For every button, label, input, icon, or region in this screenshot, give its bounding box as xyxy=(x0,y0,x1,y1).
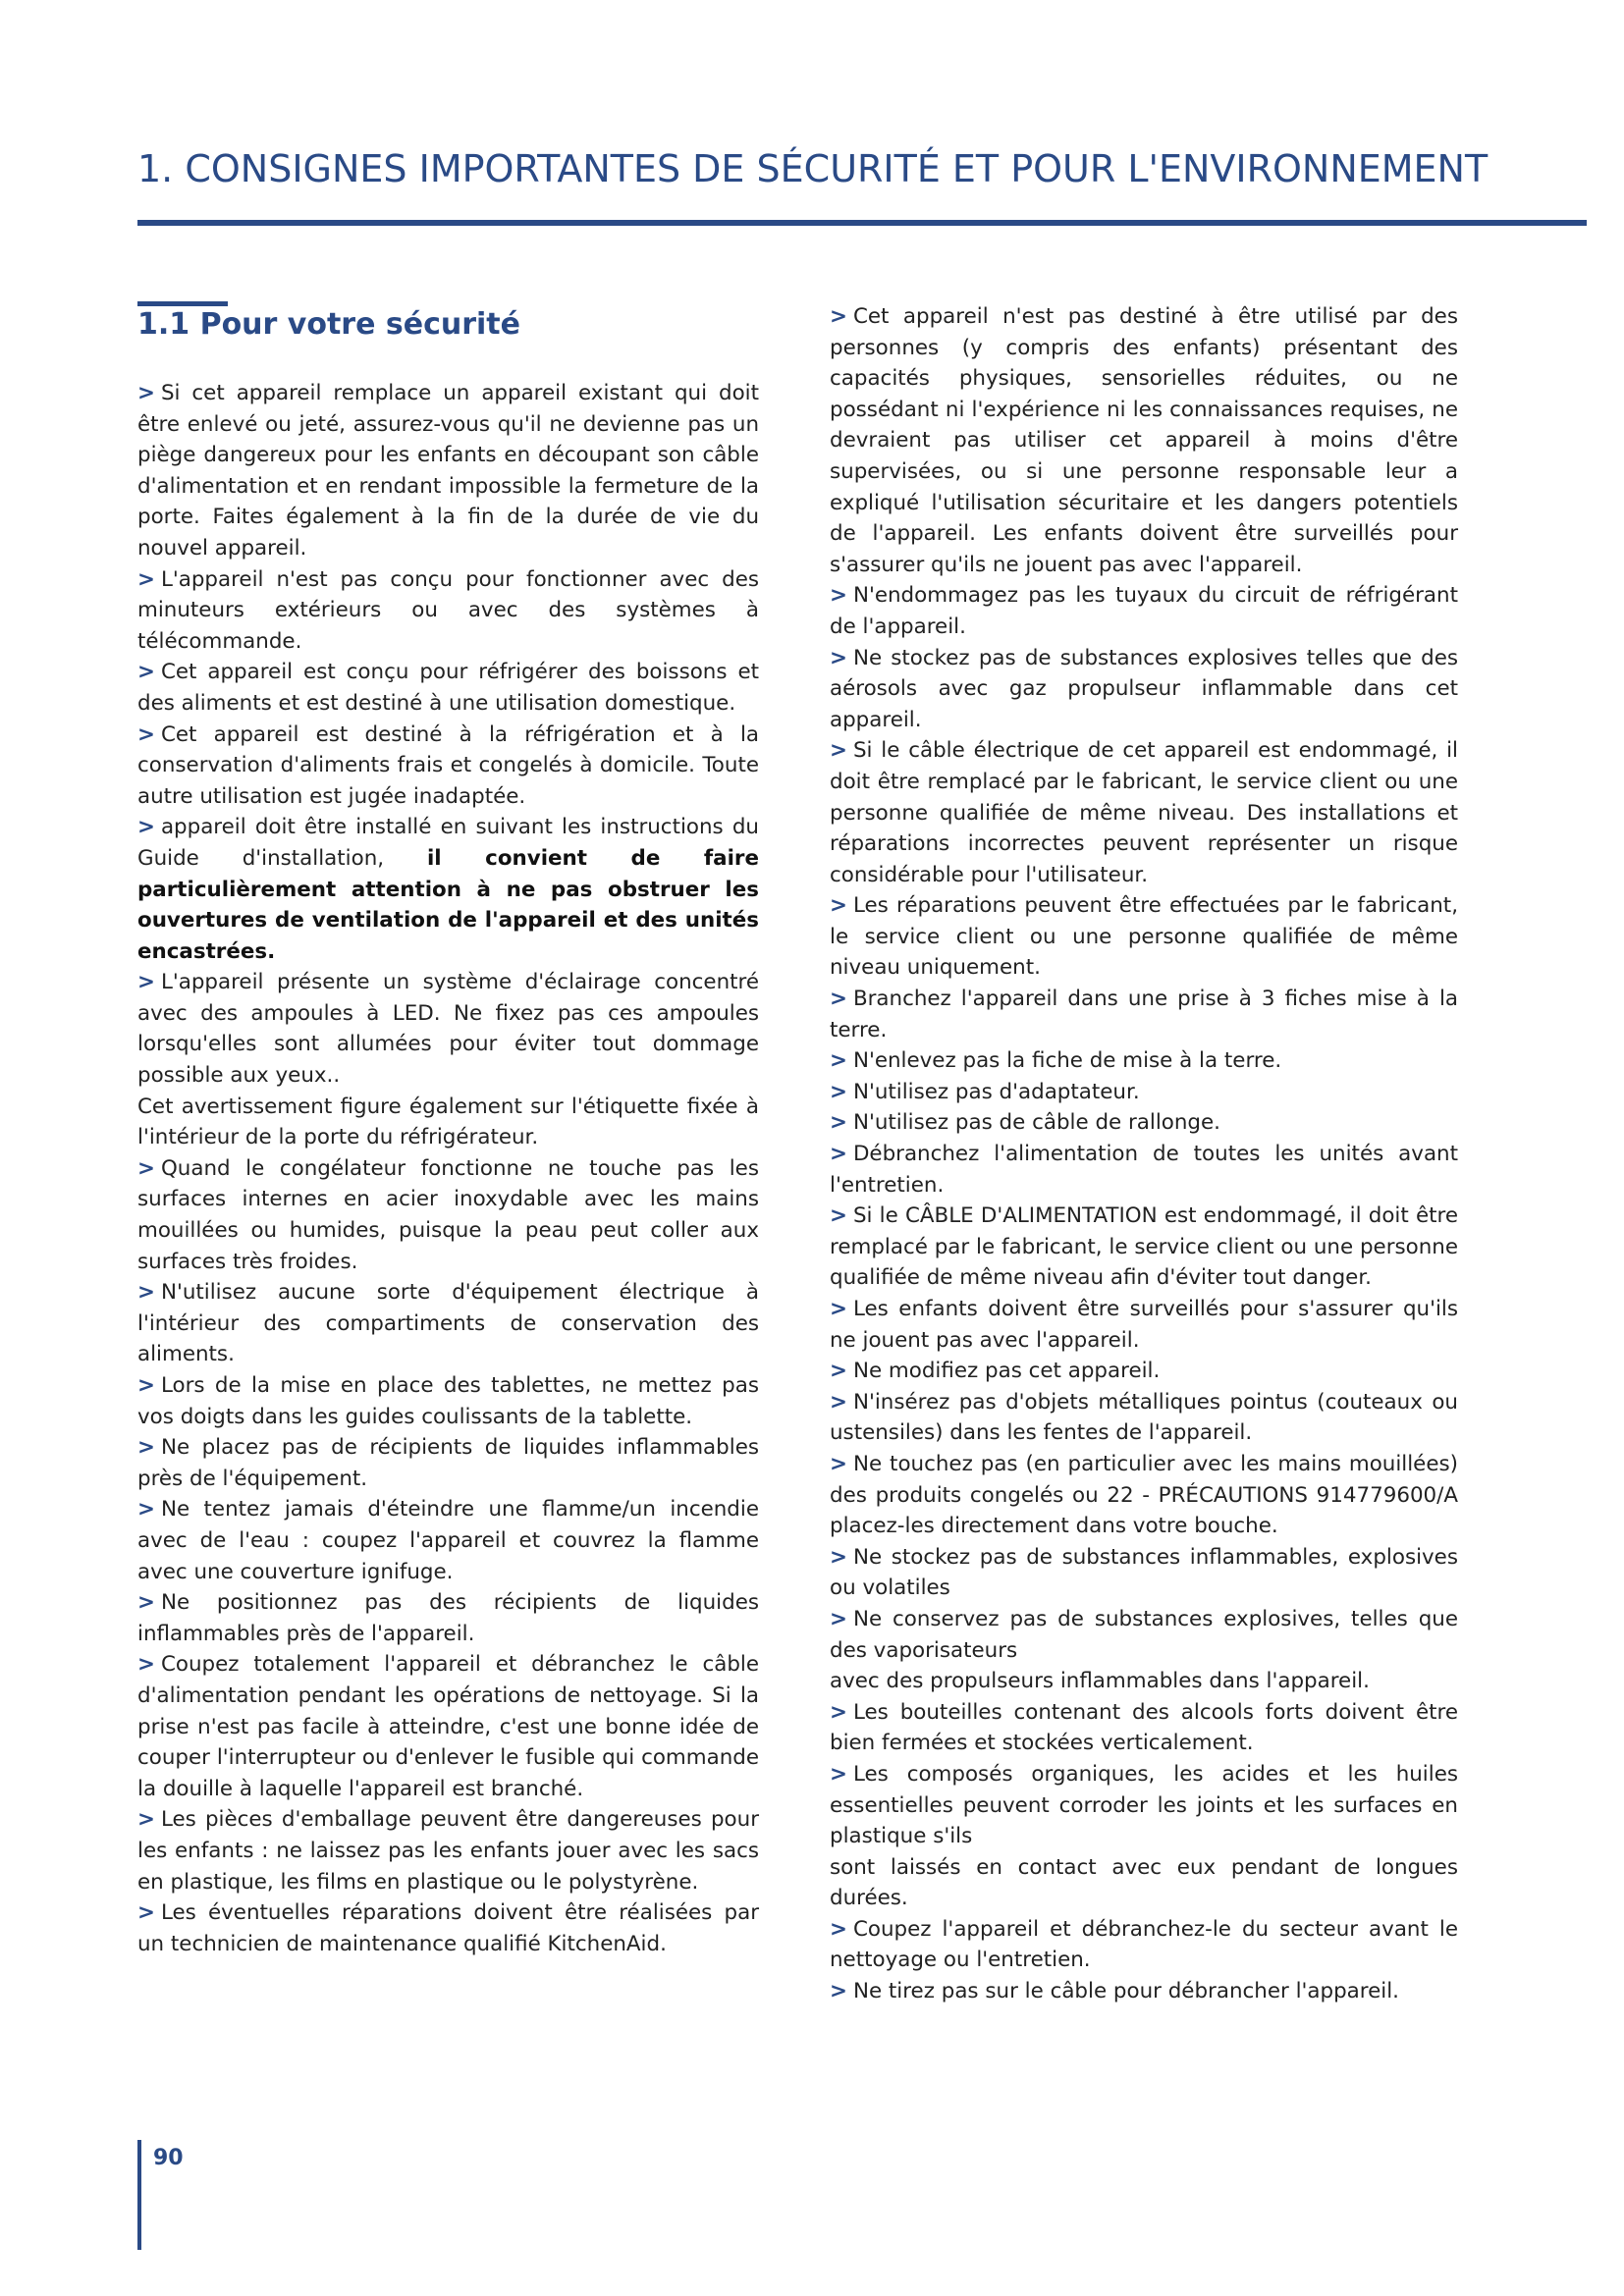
bullet-arrow-icon: > xyxy=(137,1900,155,1926)
bullet-arrow-icon: > xyxy=(830,1079,847,1104)
bullet-arrow-icon: > xyxy=(830,893,847,919)
safety-item: > Les pièces d'emballage peuvent être dangereuses pour les enfants : ne laissez pas les enfants jouer avec les sacs en plastique, les films en plastique ou le polystyrène. xyxy=(137,1807,759,1895)
bullet-arrow-icon: > xyxy=(137,1807,155,1833)
safety-item: > N'enlevez pas la fiche de mise à la terre. xyxy=(830,1048,1282,1074)
safety-item-led: > L'appareil présente un système d'éclairage concentré avec des ampoules à LED. Ne fixez pas ces ampoules lorsqu'elles sont allumées pour éviter tout dommage possible aux yeux.. xyxy=(137,970,759,1089)
bullet-arrow-icon: > xyxy=(830,1699,847,1725)
bullet-arrow-icon: > xyxy=(830,1544,847,1570)
bullet-arrow-icon: > xyxy=(830,1451,847,1476)
safety-item: > Ne modifiez pas cet appareil. xyxy=(830,1359,1161,1384)
bullet-arrow-icon: > xyxy=(137,815,155,840)
bullet-arrow-icon: > xyxy=(137,1652,155,1678)
safety-item: > Ne conservez pas de substances explosives, telles que des vaporisateurs xyxy=(830,1606,1458,1663)
bullet-arrow-icon: > xyxy=(830,1359,847,1384)
safety-item: > Ne stockez pas de substances explosives telles que des aérosols avec gaz propulseur inflammable dans cet appareil. xyxy=(830,645,1458,732)
bullet-arrow-icon: > xyxy=(830,1110,847,1136)
led-label-note: Cet avertissement figure également sur l'étiquette fixée à l'intérieur de la porte du réfrigérateur. xyxy=(137,1094,759,1150)
safety-item: > Les réparations peuvent être effectuées par le fabricant, le service client ou une personne qualifiée de même niveau uniquement. xyxy=(830,893,1458,981)
bullet-arrow-icon: > xyxy=(830,1142,847,1167)
bullet-arrow-icon: > xyxy=(137,1280,155,1306)
safety-item: > Ne positionnez pas des récipients de liquides inflammables près de l'appareil. xyxy=(137,1590,759,1646)
section-accent-bar xyxy=(137,301,228,306)
safety-item: > N'utilisez pas de câble de rallonge. xyxy=(830,1110,1220,1136)
bullet-arrow-icon: > xyxy=(830,1048,847,1074)
bullet-arrow-icon: > xyxy=(830,987,847,1012)
safety-item: > Ne placez pas de récipients de liquides inflammables près de l'équipement. xyxy=(137,1435,759,1491)
ventilation-warning: il convient de faire particulièrement attention à ne pas obstruer les ouvertures de ventilation de l'appareil et des unités encastrées. xyxy=(137,845,759,964)
safety-item: > N'utilisez pas d'adaptateur. xyxy=(830,1079,1140,1104)
safety-item: > Si le CÂBLE D'ALIMENTATION est endommagé, il doit être remplacé par le fabricant, le service client ou une personne qualifiée de même niveau afin d'éviter tout danger. xyxy=(830,1203,1458,1291)
bullet-arrow-icon: > xyxy=(137,1435,155,1461)
safety-item: > Débranchez l'alimentation de toutes les unités avant l'entretien. xyxy=(830,1142,1458,1198)
safety-item: > Les enfants doivent être surveillés pour s'assurer qu'ils ne jouent pas avec l'appareil. xyxy=(830,1297,1458,1353)
bullet-arrow-icon: > xyxy=(830,1761,847,1787)
bullet-arrow-icon: > xyxy=(830,1979,847,2004)
bullet-arrow-icon: > xyxy=(830,1297,847,1321)
bullet-arrow-icon: > xyxy=(830,1203,847,1229)
bullet-arrow-icon: > xyxy=(830,1606,847,1631)
safety-item: > Cet appareil est destiné à la réfrigération et à la conservation d'aliments frais et congelés à domicile. Toute autre utilisation est jugée inadaptée. xyxy=(137,721,759,809)
safety-item: > Ne stockez pas de substances inflammables, explosives ou volatiles xyxy=(830,1544,1458,1601)
footer-accent-bar xyxy=(137,2140,141,2250)
safety-item: > N'utilisez aucune sorte d'équipement électrique à l'intérieur des compartiments de conservation des aliments. xyxy=(137,1280,759,1367)
safety-item: > Coupez totalement l'appareil et débranchez le câble d'alimentation pendant les opérations de nettoyage. Si la prise n'est pas facile à atteindre, c'est une bonne idée de couper l'interrupteur ou d'enlever le fusible qui commande la douille à laquelle l'appareil est branché. xyxy=(137,1652,759,1801)
bullet-arrow-icon: > xyxy=(137,566,155,592)
safety-item: > Les composés organiques, les acides et les huiles essentielles peuvent corroder les joints et les surfaces en plastique s'ils xyxy=(830,1761,1458,1849)
bullet-arrow-icon: > xyxy=(830,645,847,670)
safety-item: > Branchez l'appareil dans une prise à 3 fiches mise à la terre. xyxy=(830,987,1458,1042)
safety-item: > Si cet appareil remplace un appareil existant qui doit être enlevé ou jeté, assurez-vous qu'il ne devienne pas un piège dangereux pour les enfants en découpant son câble d'alimentation et en rendant impossible la fermeture de la porte. Faites également à la fin de la durée de vie du nouvel appareil. xyxy=(137,381,759,561)
safety-item: > Ne touchez pas (en particulier avec les mains mouillées) des produits congelés ou 22 - PRÉCAUTIONS 914779600/A placez-les directement dans votre bouche. xyxy=(830,1451,1458,1539)
safety-item: > Les éventuelles réparations doivent être réalisées par un technicien de maintenance qualifié KitchenAid. xyxy=(137,1900,759,1956)
bullet-arrow-icon: > xyxy=(830,1389,847,1415)
safety-item-installation: > appareil doit être installé en suivant les instructions du Guide d'installation, il convient de faire particulièrement attention à ne pas obstruer les ouvertures de ventilation de l'appareil et des unités encastrées. xyxy=(137,815,759,964)
bullet-arrow-icon: > xyxy=(137,381,155,405)
title-divider xyxy=(137,220,1587,226)
safety-item-continuation: avec des propulseurs inflammables dans l'appareil. xyxy=(830,1669,1370,1694)
bullet-arrow-icon: > xyxy=(137,1373,155,1398)
safety-item: > Quand le congélateur fonctionne ne touche pas les surfaces internes en acier inoxydable avec les mains mouillées ou humides, puisque la peau peut coller aux surfaces très froides. xyxy=(137,1155,759,1274)
bullet-arrow-icon: > xyxy=(830,304,847,329)
bullet-arrow-icon: > xyxy=(137,1590,155,1616)
safety-item: > Cet appareil est conçu pour réfrigérer des boissons et des aliments et est destiné à une utilisation domestique. xyxy=(137,660,759,716)
safety-item: > L'appareil n'est pas conçu pour fonctionner avec des minuteurs extérieurs ou avec des systèmes à télécommande. xyxy=(137,566,759,654)
safety-item: > N'insérez pas d'objets métalliques pointus (couteaux ou ustensiles) dans les fentes de l'appareil. xyxy=(830,1389,1458,1446)
right-column xyxy=(830,301,1458,2007)
bullet-arrow-icon: > xyxy=(830,583,847,609)
bullet-arrow-icon: > xyxy=(137,1497,155,1522)
bullet-arrow-icon: > xyxy=(137,970,155,995)
bullet-arrow-icon: > xyxy=(137,660,155,685)
safety-item: > Les bouteilles contenant des alcools forts doivent être bien fermées et stockées verticalement. xyxy=(830,1699,1458,1756)
safety-item-continuation: sont laissés en contact avec eux pendant de longues durées. xyxy=(830,1854,1458,1911)
bullet-arrow-icon: > xyxy=(137,1155,155,1181)
safety-item: > Lors de la mise en place des tablettes, ne mettez pas vos doigts dans les guides coulissants de la tablette. xyxy=(137,1373,759,1429)
bullet-arrow-icon: > xyxy=(137,721,155,747)
safety-item: > Si le câble électrique de cet appareil est endommagé, il doit être remplacé par le fabricant, le service client ou une personne qualifiée de même niveau. Des installations et réparations incorrectes peuvent représenter un risque considérable pour l'utilisateur. xyxy=(830,738,1458,887)
safety-item: > Ne tentez jamais d'éteindre une flamme/un incendie avec de l'eau : coupez l'appareil et couvrez la flamme avec une couverture ignifuge. xyxy=(137,1497,759,1584)
bullet-arrow-icon: > xyxy=(830,1916,847,1942)
page-title: 1. CONSIGNES IMPORTANTES DE SÉCURITÉ ET POUR L'ENVIRONNEMENT xyxy=(137,147,1489,190)
safety-item: > N'endommagez pas les tuyaux du circuit de réfrigérant de l'appareil. xyxy=(830,583,1458,639)
bullet-arrow-icon: > xyxy=(830,738,847,764)
left-column xyxy=(137,378,759,1959)
safety-item: > Ne tirez pas sur le câble pour débrancher l'appareil. xyxy=(830,1979,1399,2004)
section-heading: 1.1 Pour votre sécurité xyxy=(137,307,520,342)
page-number: 90 xyxy=(153,2146,184,2170)
safety-item: > Cet appareil n'est pas destiné à être utilisé par des personnes (y compris des enfants) présentant des capacités physiques, sensorielles réduites, ou ne possédant ni l'expérience ni les connaissances requises, ne devraient pas utiliser cet appareil à moins d'être supervisées, ou si une personne responsable leur a expliqué l'utilisation sécuritaire et les dangers potentiels de l'appareil. Les enfants doivent être surveillés pour s'assurer qu'ils ne jouent pas avec l'appareil. xyxy=(830,304,1458,577)
safety-item: > Coupez l'appareil et débranchez-le du secteur avant le nettoyage ou l'entretien. xyxy=(830,1916,1458,1973)
